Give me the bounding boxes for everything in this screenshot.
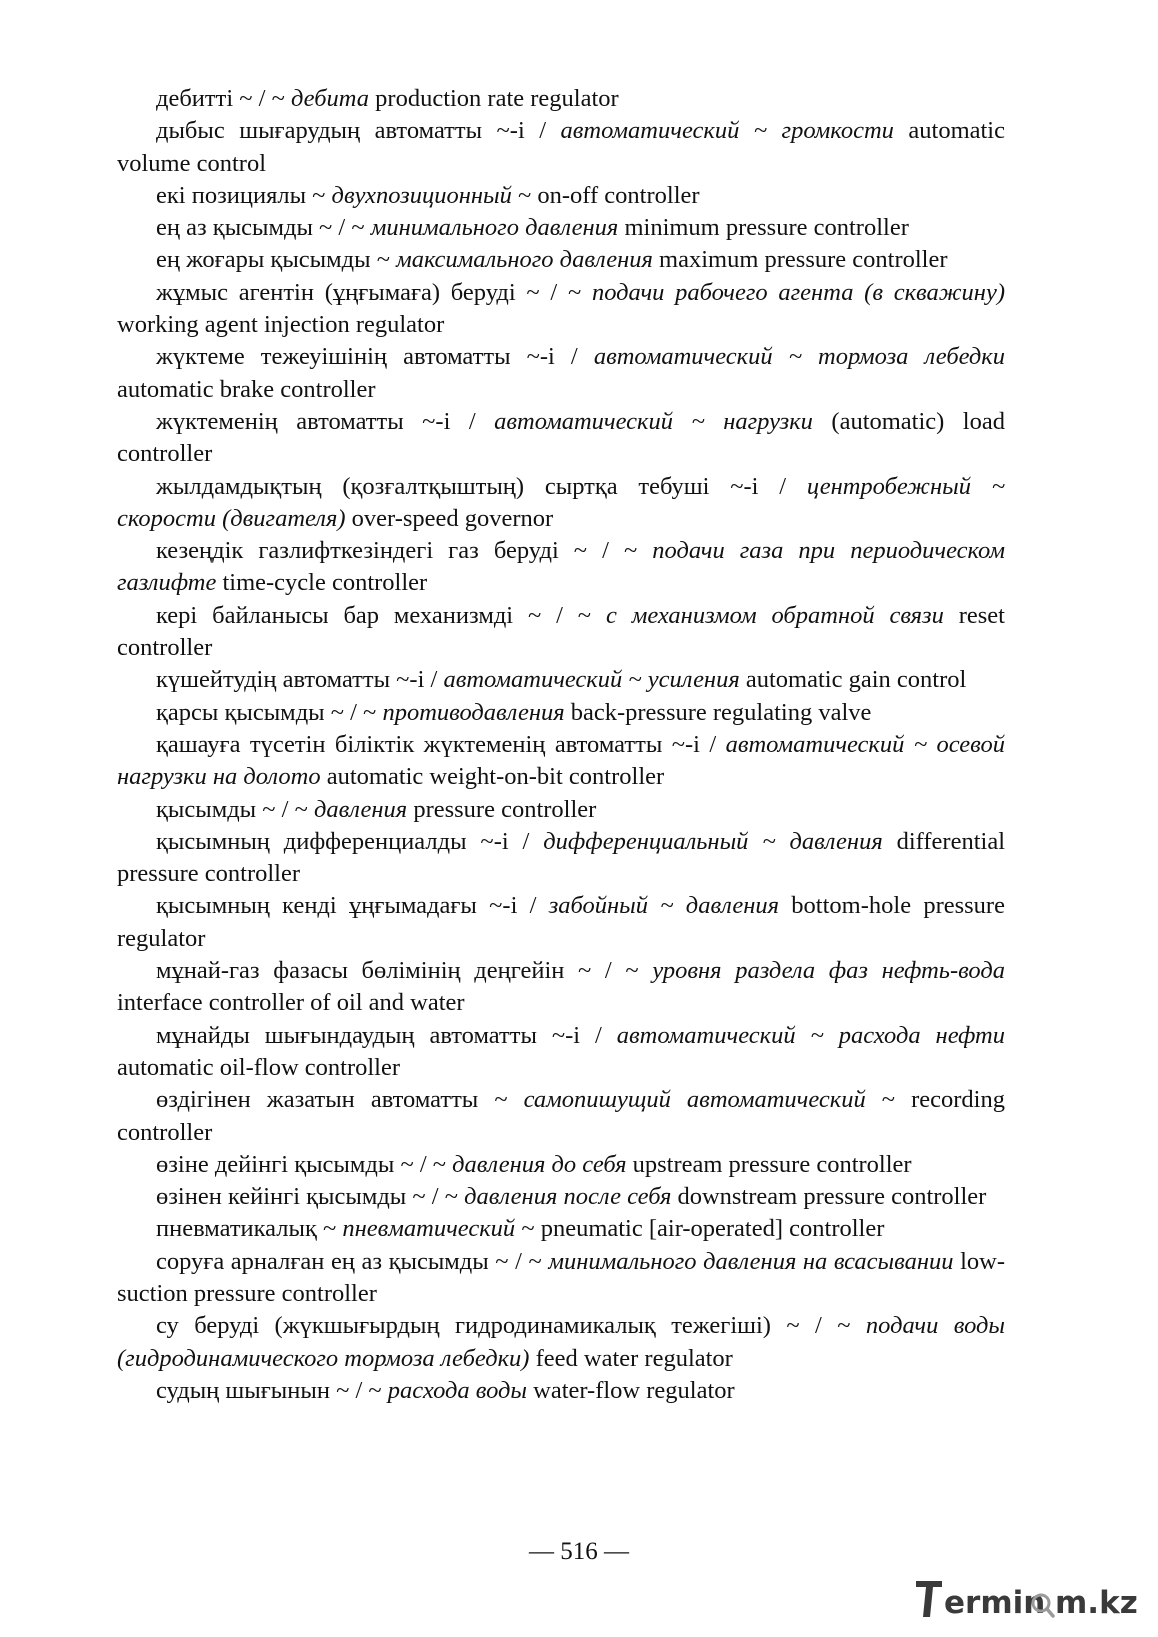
entry-russian: двухпозиционный xyxy=(331,181,512,209)
entry-kazakh: су беруді (жүкшығырдың гидродинамикалық тежегіші) ~ / ~ xyxy=(156,1312,866,1340)
entry-english: automatic gain control xyxy=(739,666,967,694)
dictionary-entry xyxy=(117,115,1005,180)
dictionary-entry xyxy=(117,697,1005,729)
entry-english: bottom-hole pressure regulator xyxy=(117,892,1005,952)
dictionary-entry xyxy=(117,341,1005,406)
entry-kazakh: кезеңдік газлифткезіндегі газ беруді ~ / ~ xyxy=(156,537,653,565)
dictionary-entry xyxy=(117,1084,1005,1149)
entry-russian: с механизмом обратной связи xyxy=(605,601,944,629)
entry-english: working agent injection regulator xyxy=(117,311,445,339)
entry-kazakh: судың шығынын ~ / ~ xyxy=(156,1376,388,1404)
entry-english: automatic brake controller xyxy=(117,375,376,403)
dictionary-entry xyxy=(117,180,1005,212)
entry-russian: минимального давления на всасывании xyxy=(548,1247,954,1275)
dictionary-entry xyxy=(117,471,1005,536)
entry-kazakh: қашауға түсетін біліктік жүктеменің автоматты ~-і / xyxy=(156,730,726,758)
entry-russian: давления xyxy=(313,795,408,823)
entry-english: downstream pressure controller xyxy=(671,1183,987,1211)
entry-english: maximum pressure controller xyxy=(652,246,948,274)
entry-english: automatic oil-flow controller xyxy=(117,1053,401,1081)
entry-kazakh: жүктеме тежеуішінің автоматты ~-і / xyxy=(156,343,594,371)
dictionary-entry xyxy=(117,1213,1005,1245)
entry-english: pressure controller xyxy=(407,795,597,823)
entry-english: ~ on-off controller xyxy=(511,181,700,209)
entry-english: production rate regulator xyxy=(369,85,619,112)
dictionary-entry xyxy=(117,729,1005,794)
entry-kazakh: қысымның кенді ұңғымадағы ~-і / xyxy=(156,892,549,920)
entry-english: time-cycle controller xyxy=(216,569,428,597)
entry-russian: уровня раздела фаз нефть-вода xyxy=(652,957,1006,985)
entry-russian: автоматический ~ расхода нефти xyxy=(616,1021,1005,1049)
entry-english: automatic volume control xyxy=(117,117,1005,177)
entry-russian: максимального давления xyxy=(396,246,653,274)
entry-russian: пневматический xyxy=(342,1215,516,1243)
entry-kazakh: соруға арналған ең аз қысымды ~ / ~ xyxy=(156,1247,549,1275)
entry-kazakh: пневматикалық ~ xyxy=(156,1215,343,1243)
dictionary-entry xyxy=(117,826,1005,891)
dictionary-entry xyxy=(117,535,1005,600)
entry-kazakh: күшейтудің автоматты ~-і / xyxy=(156,666,444,694)
entry-english: (automatic) load controller xyxy=(117,407,1005,468)
entry-russian: забойный ~ давления xyxy=(548,892,780,920)
dictionary-entry xyxy=(117,1310,1005,1375)
entry-kazakh: мұнай-газ фазасы бөлімінің деңгейін ~ / ~ xyxy=(156,957,653,985)
entry-kazakh: мұнайды шығындаудың автоматты ~-і / xyxy=(156,1021,617,1049)
entry-russian: автоматический ~ осевой нагрузки на долото xyxy=(117,730,1005,791)
entry-kazakh: қысымның дифференциалды ~-і / xyxy=(156,827,544,855)
entry-kazakh: жүктеменің автоматты ~-і / xyxy=(156,407,495,435)
entry-kazakh: қарсы қысымды ~ / ~ xyxy=(156,698,383,726)
entry-kazakh: дебитті ~ / ~ xyxy=(156,85,291,112)
entry-russian: самопишущий автоматический xyxy=(523,1086,866,1114)
watermark-text-part1: ermin xyxy=(944,1585,1046,1621)
entry-english: interface controller of oil and water xyxy=(117,989,465,1017)
entry-russian: автоматический ~ тормоза лебедки xyxy=(593,343,1006,371)
entry-kazakh: өзіне дейінгі қысымды ~ / ~ xyxy=(156,1150,453,1178)
entry-russian: минимального давления xyxy=(370,214,619,242)
dictionary-entry xyxy=(117,1375,1005,1407)
entry-english: ~ pneumatic [air-operated] controller xyxy=(515,1215,885,1243)
entry-english: feed water regulator xyxy=(529,1344,733,1372)
entry-english: upstream pressure controller xyxy=(626,1150,912,1178)
dictionary-entry xyxy=(117,83,1005,115)
entry-russian: центробежный ~ скорости (двигателя) xyxy=(117,472,1005,532)
dictionary-entry xyxy=(117,1149,1005,1181)
dictionary-entry xyxy=(117,1020,1005,1085)
dictionary-entry xyxy=(117,1246,1005,1311)
entry-russian: автоматический ~ усиления xyxy=(443,666,740,694)
entry-russian: расхода воды xyxy=(387,1376,528,1404)
dictionary-entry xyxy=(117,955,1005,1020)
entry-kazakh: ең жоғары қысымды ~ xyxy=(156,246,397,274)
entry-kazakh: өздігінен жазатын автоматты ~ xyxy=(156,1086,524,1114)
entry-kazakh: жұмыс агентін (ұңғымаға) беруді ~ / ~ xyxy=(156,278,592,306)
dictionary-entry xyxy=(117,600,1005,665)
dictionary-entry xyxy=(117,794,1005,826)
entry-russian: подачи газа при периодическом газлифте xyxy=(117,537,1005,597)
entry-kazakh: жылдамдықтың (қозғалтқыштың) сыртқа тебуші ~-і / xyxy=(156,472,807,500)
entry-english: minimum pressure controller xyxy=(618,214,909,242)
logo-t-glyph xyxy=(916,1581,942,1617)
dictionary-entry xyxy=(117,664,1005,696)
dictionary-entry xyxy=(117,277,1005,342)
entry-english: back-pressure regulating valve xyxy=(564,698,872,726)
page-number: — 516 — xyxy=(529,1538,629,1565)
entry-english: ~ recording controller xyxy=(117,1086,1005,1146)
entry-english: low-suction pressure controller xyxy=(117,1247,1005,1307)
entry-russian: давления до себя xyxy=(452,1150,627,1178)
entry-english: over-speed governor xyxy=(345,504,554,532)
entry-english: water-flow regulator xyxy=(527,1376,735,1404)
entry-kazakh: екі позициялы ~ xyxy=(156,181,332,209)
entry-russian: противодавления xyxy=(382,698,565,726)
dictionary-entry xyxy=(117,212,1005,244)
entry-english: automatic weight-on-bit controller xyxy=(320,763,665,791)
dictionary-entry xyxy=(117,406,1005,471)
entry-kazakh: қысымды ~ / ~ xyxy=(156,795,314,823)
watermark-text-part2: m.kz xyxy=(1055,1585,1138,1621)
entry-russian: автоматический ~ громкости xyxy=(560,117,894,145)
entry-kazakh: өзінен кейінгі қысымды ~ / ~ xyxy=(156,1183,465,1211)
dictionary-entry xyxy=(117,1181,1005,1213)
entry-russian: дебита xyxy=(290,85,370,112)
entry-kazakh: ең аз қысымды ~ / ~ xyxy=(156,214,371,242)
entry-english: reset controller xyxy=(117,601,1005,662)
dictionary-entry xyxy=(117,244,1005,276)
entry-russian: дифференциальный ~ давления xyxy=(543,827,883,855)
entry-russian: автоматический ~ нагрузки xyxy=(494,407,813,435)
dictionary-entry xyxy=(117,890,1005,955)
entry-kazakh: дыбыс шығарудың автоматты ~-і / xyxy=(156,117,561,145)
terminco-watermark-logo xyxy=(912,1573,1142,1625)
entry-english: differential pressure controller xyxy=(117,827,1005,888)
entry-russian: давления после себя xyxy=(464,1183,672,1211)
entry-russian: подачи воды (гидродинамического тормоза лебедки) xyxy=(117,1312,1005,1372)
dictionary-page xyxy=(117,83,1005,1407)
entry-russian: подачи рабочего агента (в скважину) xyxy=(591,278,1005,306)
entry-kazakh: кері байланысы бар механизмді ~ / ~ xyxy=(156,601,606,629)
